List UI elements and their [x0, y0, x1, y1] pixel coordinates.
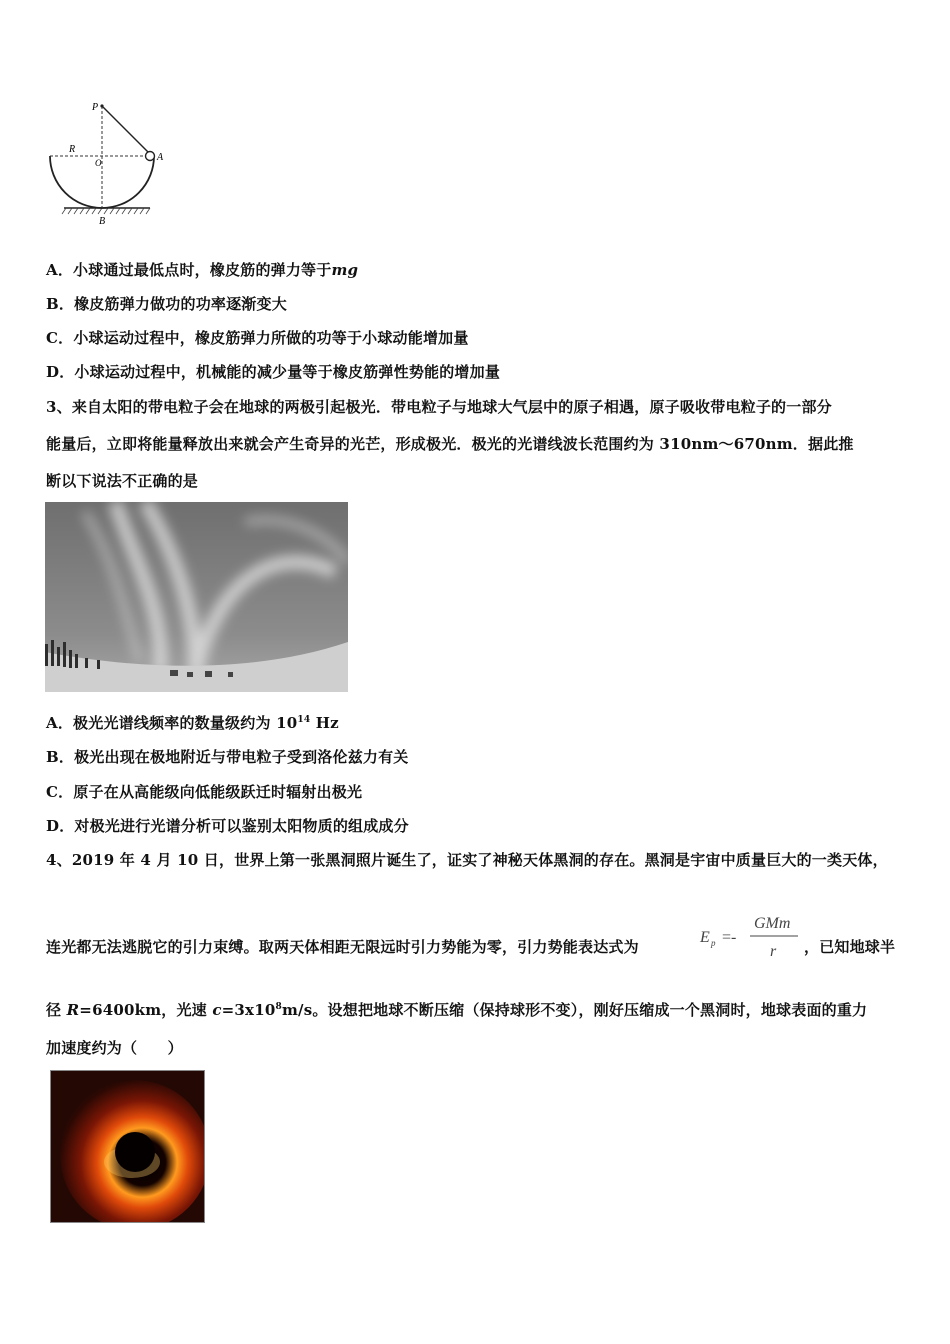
black-hole-photo	[50, 1070, 205, 1223]
q2-option-c: C．小球运动过程中，橡皮筋弹力所做的功等于小球动能增加量	[46, 329, 469, 347]
label-o: O	[95, 158, 102, 168]
q3-stem-line-2: 能量后，立即将能量释放出来就会产生奇异的光芒，形成极光．极光的光谱线波长范围约为 310nm～670nm．据此推	[46, 435, 854, 453]
label-a: A	[157, 152, 164, 163]
q3-option-d: D．对极光进行光谱分析可以鉴别太阳物质的组成成分	[46, 817, 409, 835]
label-r: R	[69, 144, 76, 155]
svg-text:r: r	[770, 943, 777, 960]
q4-stem-line-2a: 连光都无法逃脱它的引力束缚。取两天体相距无限远时引力势能为零，引力势能表达式为	[46, 938, 639, 956]
q2-option-a: A．小球通过最低点时，橡皮筋的弹力等于mg	[46, 261, 359, 279]
q2-option-d: D．小球运动过程中，机械能的减少量等于橡皮筋弹性势能的增加量	[46, 363, 501, 381]
label-p: P	[92, 102, 99, 113]
q4-stem-line-4: 加速度约为（ ）	[46, 1039, 183, 1057]
q3-option-b: B．极光出现在极地附近与带电粒子受到洛伦兹力有关	[46, 748, 409, 766]
potential-energy-formula	[698, 910, 808, 966]
q4-stem-line-1: 4、2019 年 4 月 10 日，世界上第一张黑洞照片诞生了，证实了神秘天体黑洞的存在。黑洞是宇宙中质量巨大的一类天体，	[46, 851, 888, 869]
q3-option-c: C．原子在从高能级向低能级跃迁时辐射出极光	[46, 783, 363, 801]
svg-text:GMm: GMm	[754, 915, 791, 932]
q3-stem-line-1: 3、来自太阳的带电粒子会在地球的两极引起极光．带电粒子与地球大气层中的原子相遇，原子吸收带电粒子的一部分	[46, 398, 832, 416]
svg-text:p: p	[711, 938, 716, 948]
svg-text:E: E	[700, 929, 710, 946]
aurora-photo	[45, 502, 348, 692]
bowl-pendulum-figure	[40, 98, 170, 228]
q4-stem-line-2b: ，已知地球半	[804, 938, 896, 956]
svg-text:=-: =-	[722, 929, 737, 946]
q3-stem-line-3: 断以下说法不正确的是	[46, 472, 199, 490]
q3-option-a: A．极光光谱线频率的数量级约为 $10^{14}$ Hz	[46, 714, 339, 732]
q4-stem-line-3: 径 R=6400km，光速 $c=3x10^8m/s$。设想把地球不断压缩（保持球形不变），刚好压缩成一个黑洞时，地球表面的重力	[46, 1001, 868, 1019]
q2-option-b: B．橡皮筋弹力做功的功率逐渐变大	[46, 295, 287, 313]
label-b: B	[99, 216, 106, 227]
